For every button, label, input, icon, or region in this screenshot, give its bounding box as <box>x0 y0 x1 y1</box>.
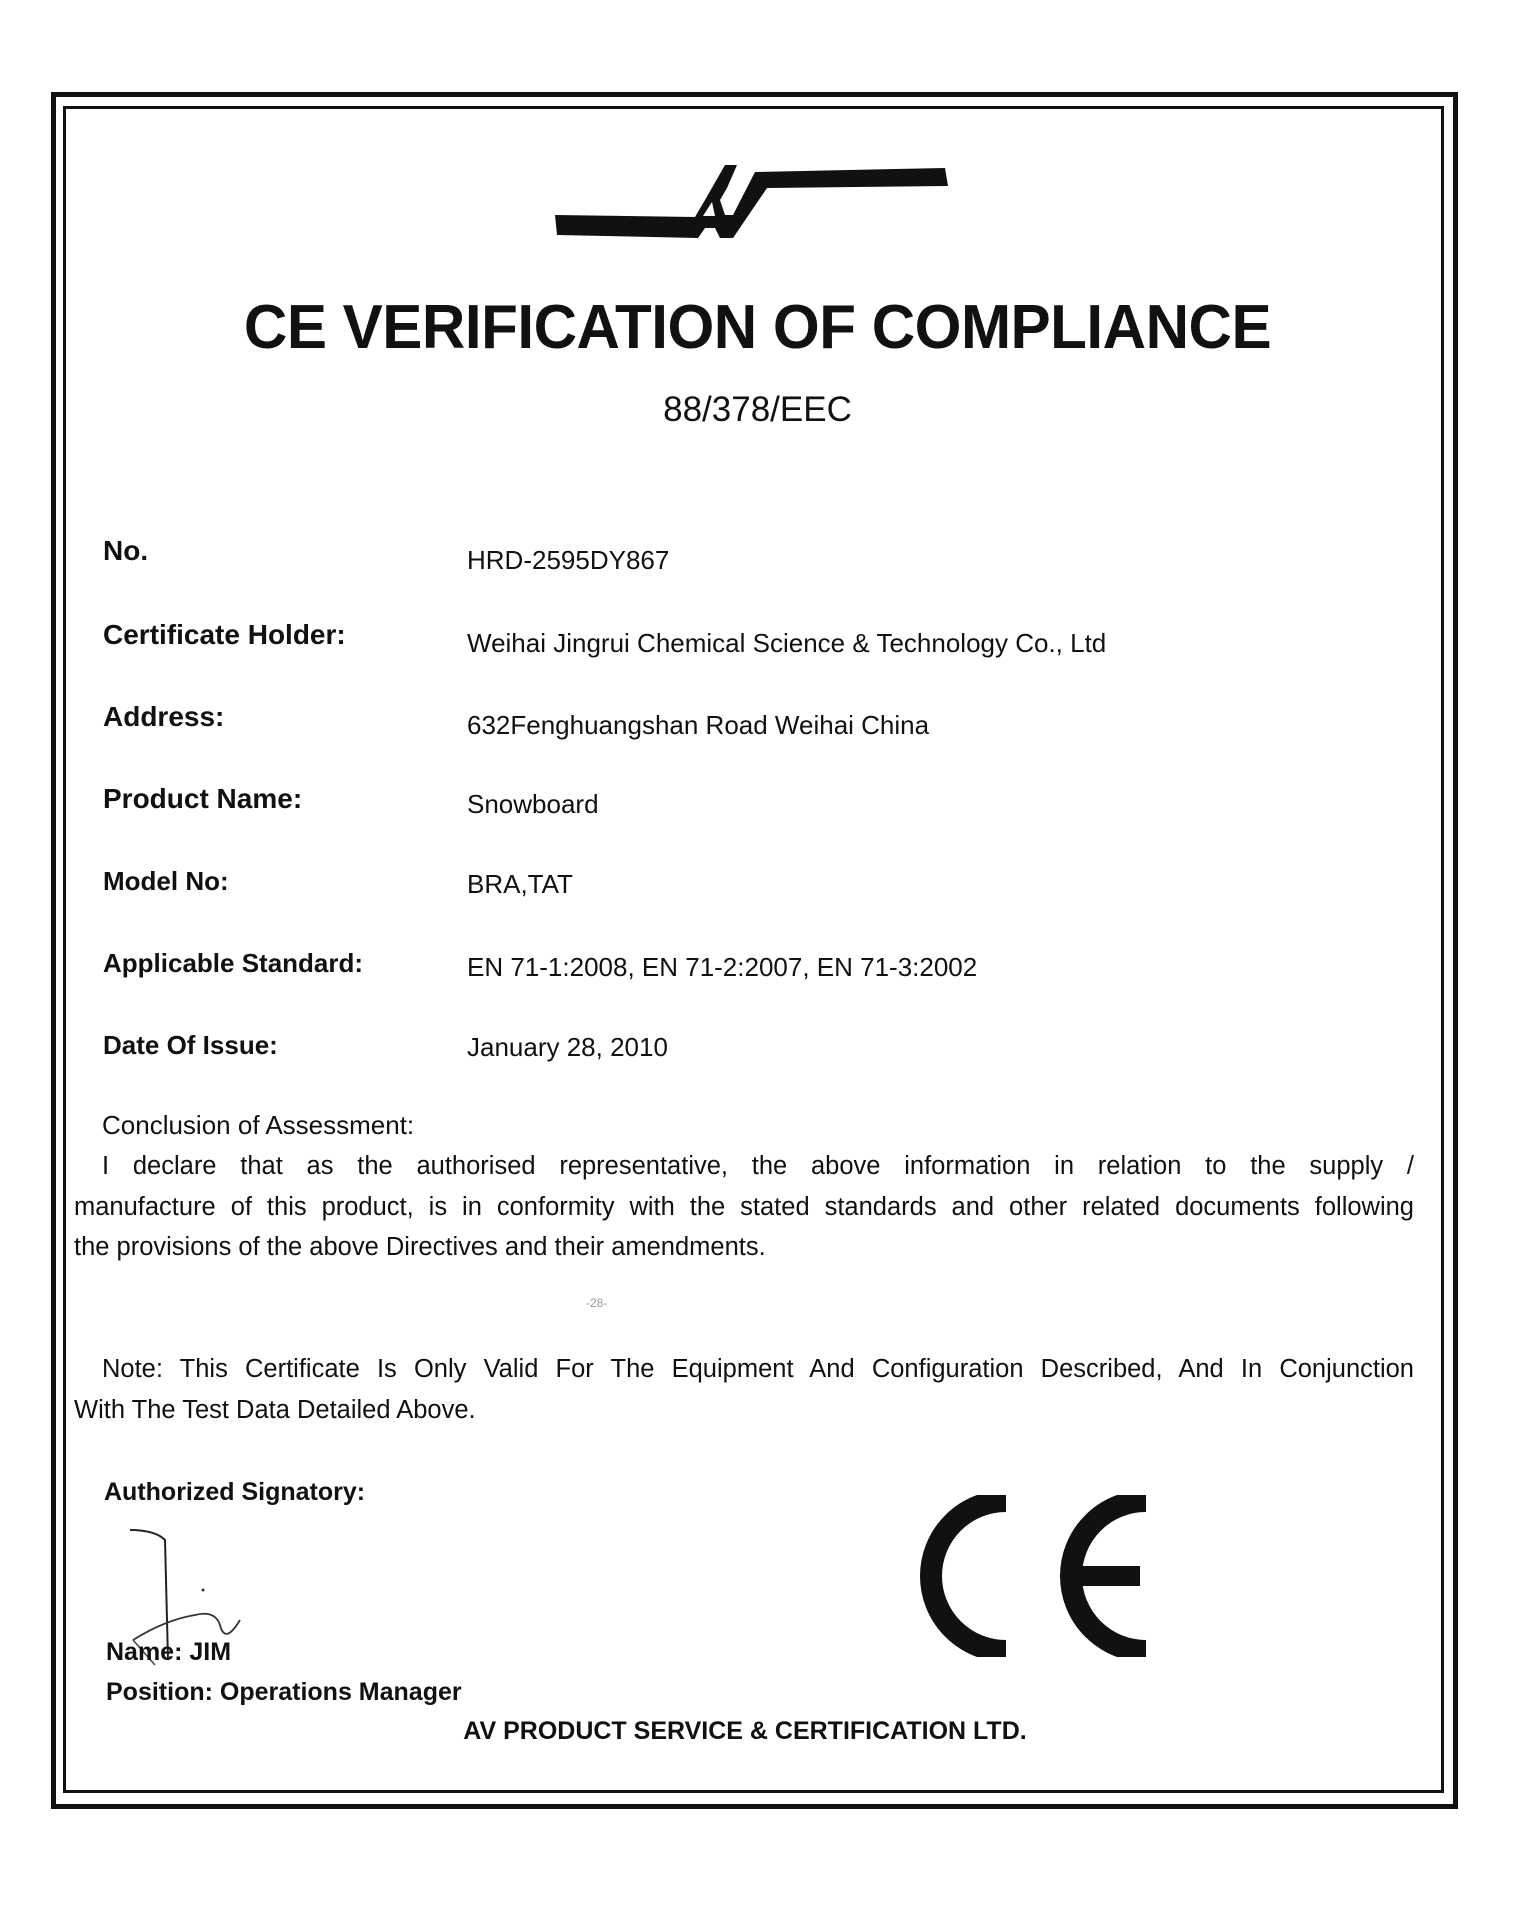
field-value-address: 632Fenghuangshan Road Weihai China <box>467 710 930 740</box>
field-label-standard: Applicable Standard: <box>103 948 364 978</box>
field-value-model: BRA,TAT <box>467 869 573 899</box>
field-value-date: January 28, 2010 <box>467 1032 668 1062</box>
field-value-holder: Weihai Jingrui Chemical Science & Technology Co., Ltd <box>467 628 1107 658</box>
av-logo-icon <box>555 160 950 240</box>
field-label-address: Address: <box>103 701 225 732</box>
conclusion-heading: Conclusion of Assessment: <box>102 1110 415 1140</box>
field-label-no: No. <box>103 535 149 566</box>
authorized-signatory-heading: Authorized Signatory: <box>104 1478 366 1506</box>
field-label-model: Model No: <box>103 866 229 896</box>
conclusion-line-1: I declare that as the authorised representative, the above information in relation to the supply / <box>102 1152 1414 1180</box>
conclusion-line-3: the provisions of the above Directives and their amendments. <box>74 1233 766 1261</box>
field-label-holder: Certificate Holder: <box>103 619 346 650</box>
field-value-product: Snowboard <box>467 789 599 819</box>
note-line-1: Note: This Certificate Is Only Valid For The Equipment And Configuration Described, And In Conjunction <box>102 1355 1414 1383</box>
signatory-name: Name: JIM <box>106 1638 232 1666</box>
field-value-standard: EN 71-1:2008, EN 71-2:2007, EN 71-3:2002 <box>467 952 978 982</box>
conclusion-line-2: manufacture of this product, is in conformity with the stated standards and other related documents following <box>74 1193 1414 1221</box>
note-line-2: With The Test Data Detailed Above. <box>74 1396 476 1424</box>
ce-mark-icon <box>920 1495 1152 1657</box>
signatory-position: Position: Operations Manager <box>106 1678 462 1706</box>
issuer-name: AV PRODUCT SERVICE & CERTIFICATION LTD. <box>463 1717 1027 1745</box>
field-label-product: Product Name: <box>103 783 303 814</box>
page-mark: -28- <box>586 1296 608 1310</box>
certificate-title: CE VERIFICATION OF COMPLIANCE <box>243 293 1272 362</box>
field-value-no: HRD-2595DY867 <box>467 545 670 575</box>
field-label-date: Date Of Issue: <box>103 1030 278 1060</box>
directive-number: 88/378/EEC <box>663 390 852 429</box>
